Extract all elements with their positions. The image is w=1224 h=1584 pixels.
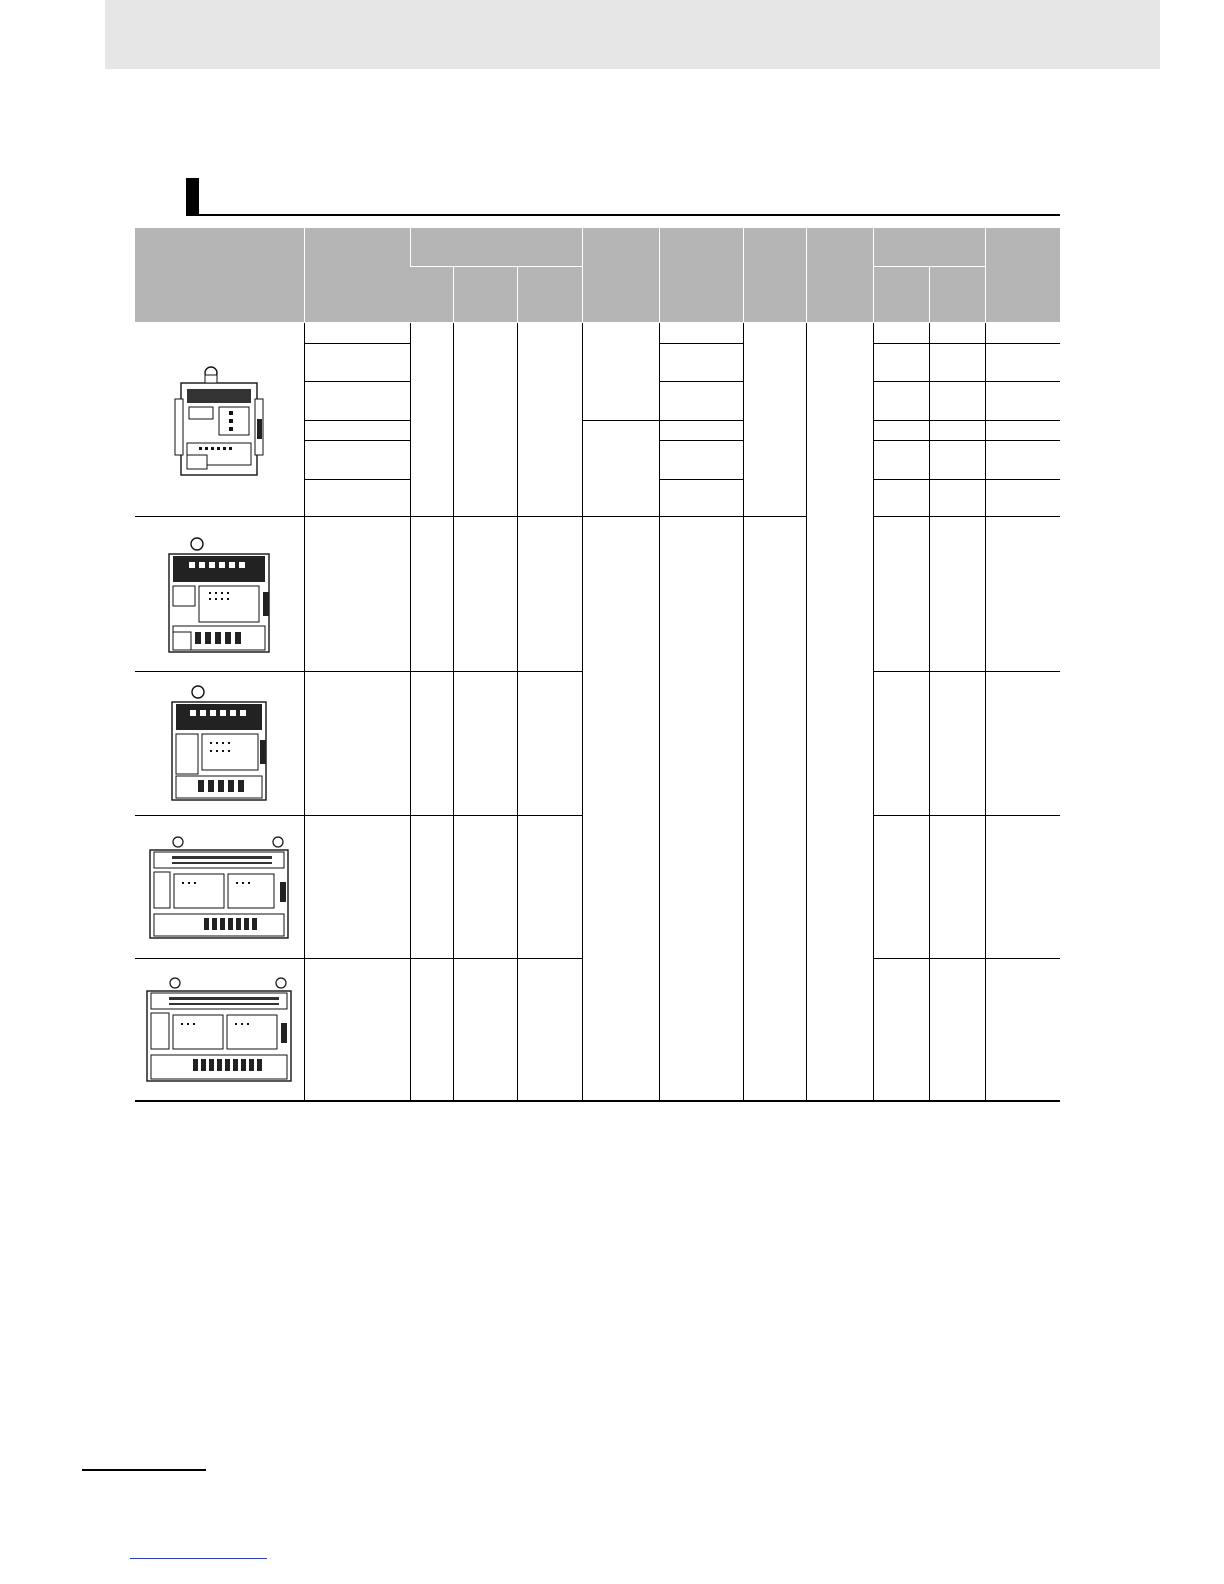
table-cell: [929, 420, 985, 440]
table-cell: [929, 343, 985, 381]
table-cell: [929, 958, 985, 1101]
cpu-unit-image-cell: [135, 671, 304, 815]
table-cell: [410, 322, 453, 516]
header-cell: [582, 228, 659, 322]
footer-link-underline[interactable]: [130, 1558, 267, 1559]
table-cell: [929, 516, 985, 671]
table-cell: [453, 958, 517, 1101]
table-cell: [985, 671, 1060, 815]
table-cell: [806, 322, 873, 1101]
header-subcell: [410, 266, 453, 322]
table-cell: [517, 815, 582, 958]
header-cell: [410, 228, 582, 266]
table-cell: [873, 671, 929, 815]
table-cell: [929, 671, 985, 815]
table-cell: [985, 381, 1060, 420]
table-cell: [517, 516, 582, 671]
cpu-unit-20-point-illustration: [159, 532, 279, 656]
cpu-unit-spec-table: [135, 228, 1060, 1102]
table-cell: [517, 671, 582, 815]
cpu-unit-image-cell: [135, 322, 304, 516]
table-cell: [304, 815, 410, 958]
table-cell: [517, 322, 582, 516]
header-cell: [304, 228, 410, 322]
table-cell: [659, 420, 743, 440]
table-cell: [929, 815, 985, 958]
table-cell: [410, 958, 453, 1101]
header-subcell: [453, 266, 517, 322]
table-cell: [743, 322, 806, 516]
footer-rule: [82, 1469, 206, 1471]
table-cell: [304, 420, 410, 440]
section-heading-rule: [186, 214, 1060, 216]
table-cell: [985, 958, 1060, 1101]
table-cell: [410, 671, 453, 815]
table-cell: [985, 322, 1060, 343]
header-cell: [743, 228, 806, 322]
cpu-unit-60-point-illustration: [141, 973, 297, 1085]
section-heading-marker: [186, 178, 199, 216]
table-cell: [304, 343, 410, 381]
table-cell: [304, 440, 410, 479]
table-cell: [873, 343, 929, 381]
table-cell: [659, 343, 743, 381]
page-header-band: [105, 0, 1160, 69]
cpu-unit-40-point-illustration: [144, 832, 294, 942]
table-cell: [304, 322, 410, 343]
table-cell: [410, 516, 453, 671]
table-cell: [304, 381, 410, 420]
cpu-unit-14-point-illustration: [169, 359, 269, 479]
table-cell: [873, 479, 929, 516]
header-cell: [873, 228, 985, 266]
table-cell: [453, 815, 517, 958]
table-cell: [659, 516, 743, 1101]
table-cell: [517, 958, 582, 1101]
cpu-unit-image-cell: [135, 815, 304, 958]
table-cell: [929, 479, 985, 516]
header-subcell: [929, 266, 985, 322]
table-cell: [985, 440, 1060, 479]
cpu-unit-30-point-illustration: [164, 682, 274, 804]
cpu-unit-image-cell: [135, 958, 304, 1101]
table-cell: [453, 671, 517, 815]
cpu-unit-image-cell: [135, 516, 304, 671]
table-cell: [659, 440, 743, 479]
table-cell: [453, 322, 517, 516]
table-cell: [304, 479, 410, 516]
table-cell: [743, 516, 806, 1101]
table-cell: [582, 516, 659, 1101]
table-cell: [659, 381, 743, 420]
header-cell: [659, 228, 743, 322]
table-cell: [582, 322, 659, 420]
table-cell: [873, 381, 929, 420]
table-cell: [929, 381, 985, 420]
table-cell: [304, 671, 410, 815]
table-cell: [985, 343, 1060, 381]
table-cell: [304, 958, 410, 1101]
header-cell: [985, 228, 1060, 322]
table-cell: [659, 479, 743, 516]
table-cell: [985, 420, 1060, 440]
table-cell: [929, 322, 985, 343]
header-cell: [806, 228, 873, 322]
table-cell: [873, 958, 929, 1101]
table-cell: [929, 440, 985, 479]
table-cell: [985, 516, 1060, 671]
table-cell: [582, 420, 659, 516]
header-cell: [135, 228, 304, 322]
table-cell: [873, 815, 929, 958]
header-subcell: [517, 266, 582, 322]
table-cell: [873, 322, 929, 343]
table-cell: [873, 516, 929, 671]
table-cell: [873, 420, 929, 440]
table-cell: [873, 440, 929, 479]
table-cell: [659, 322, 743, 343]
table-cell: [453, 516, 517, 671]
header-subcell: [873, 266, 929, 322]
table-cell: [304, 516, 410, 671]
table-cell: [410, 815, 453, 958]
table-cell: [985, 479, 1060, 516]
table-cell: [985, 815, 1060, 958]
